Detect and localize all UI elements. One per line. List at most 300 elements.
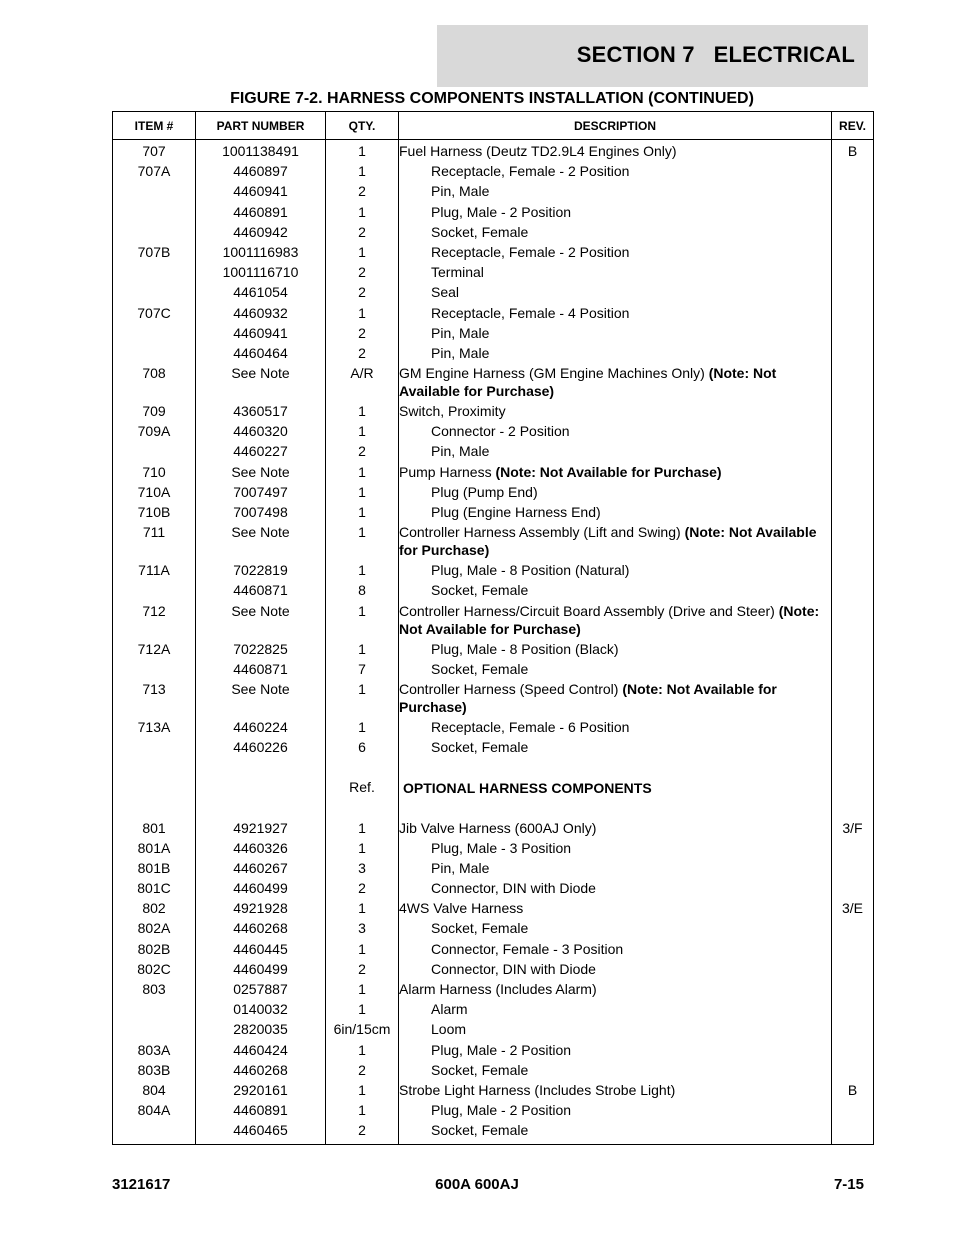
description-text: Plug, Male - 8 Position (Natural) xyxy=(431,562,630,579)
table-row xyxy=(113,581,874,601)
description-note: (Note: Not Available for Purchase) xyxy=(399,680,777,715)
cell-description xyxy=(399,182,832,202)
cell-description xyxy=(399,1041,832,1061)
description-text: Receptacle, Female - 6 Position xyxy=(431,718,630,735)
cell-description xyxy=(399,243,832,263)
table-row xyxy=(113,1020,874,1040)
footer-page-number: 7-15 xyxy=(833,1176,864,1193)
cell-part-number: 4921927 xyxy=(196,819,326,839)
table-row xyxy=(113,182,874,202)
cell-description xyxy=(399,640,832,660)
cell-qty: 2 xyxy=(326,879,399,899)
cell-qty: 8 xyxy=(326,581,399,601)
description-text: Controller Harness/Circuit Board Assembly (Drive and Steer) xyxy=(399,602,779,619)
cell-qty: 6 xyxy=(326,738,399,758)
cell-part-number: See Note xyxy=(196,523,326,561)
cell-description xyxy=(399,980,832,1000)
parts-table xyxy=(112,111,874,1145)
parts-table-body xyxy=(113,140,874,1145)
cell-qty: 7 xyxy=(326,660,399,680)
table-row xyxy=(113,140,874,163)
column-header-item: ITEM # xyxy=(113,112,196,140)
description-text: Terminal xyxy=(431,264,484,281)
cell-rev xyxy=(832,1000,874,1020)
table-row xyxy=(113,263,874,283)
cell-part-number: 4460267 xyxy=(196,859,326,879)
cell-rev xyxy=(832,324,874,344)
cell-qty: 1 xyxy=(326,243,399,263)
cell-description xyxy=(399,463,832,483)
cell-rev xyxy=(832,561,874,581)
description-text: Pin, Male xyxy=(431,344,490,361)
cell-qty: 1 xyxy=(326,304,399,324)
cell-rev xyxy=(832,483,874,503)
cell-part-number: 4921928 xyxy=(196,899,326,919)
table-row xyxy=(113,402,874,422)
table-row xyxy=(113,819,874,839)
cell-qty: 2 xyxy=(326,324,399,344)
cell-item: 711A xyxy=(113,561,196,581)
table-row xyxy=(113,919,874,939)
cell-description xyxy=(399,819,832,839)
cell-qty: 1 xyxy=(326,561,399,581)
cell-description xyxy=(399,778,832,798)
cell-description xyxy=(399,1000,832,1020)
table-row xyxy=(113,859,874,879)
cell-item xyxy=(113,1020,196,1040)
description-text: Pin, Male xyxy=(431,324,490,341)
cell-item: 707B xyxy=(113,243,196,263)
cell-part-number: 4360517 xyxy=(196,402,326,422)
section-heading-row xyxy=(113,778,874,798)
cell-item: 707A xyxy=(113,162,196,182)
footer-model: 600A 600AJ xyxy=(435,1176,519,1193)
cell-rev xyxy=(832,960,874,980)
cell-rev xyxy=(832,523,874,561)
cell-rev xyxy=(832,1020,874,1040)
cell-part-number: 4461054 xyxy=(196,283,326,303)
cell-qty: 2 xyxy=(326,263,399,283)
cell-item: 801A xyxy=(113,839,196,859)
table-row xyxy=(113,1121,874,1144)
cell-rev xyxy=(832,718,874,738)
cell-item: 710A xyxy=(113,483,196,503)
cell-qty: 1 xyxy=(326,819,399,839)
description-text: Plug (Pump End) xyxy=(431,483,538,500)
cell-description xyxy=(399,283,832,303)
cell-rev xyxy=(832,263,874,283)
cell-description xyxy=(399,879,832,899)
cell-qty: 1 xyxy=(326,402,399,422)
description-text: Seal xyxy=(431,284,460,301)
table-row xyxy=(113,1101,874,1121)
cell-description xyxy=(399,899,832,919)
description-text: Controller Harness (Speed Control) xyxy=(399,680,623,697)
cell-rev: 3/F xyxy=(832,819,874,839)
description-text: Connector - 2 Position xyxy=(431,423,570,440)
cell-qty: 6in/15cm xyxy=(326,1020,399,1040)
description-text: Fuel Harness (Deutz TD2.9L4 Engines Only) xyxy=(399,143,677,159)
table-row xyxy=(113,442,874,462)
table-row xyxy=(113,283,874,303)
cell-qty: 1 xyxy=(326,1101,399,1121)
description-text: Pin, Male xyxy=(431,859,490,876)
cell-rev xyxy=(832,660,874,680)
cell-description xyxy=(399,738,832,758)
cell-item: 707 xyxy=(113,140,196,163)
cell-part-number: See Note xyxy=(196,680,326,718)
table-row xyxy=(113,940,874,960)
cell-description xyxy=(399,660,832,680)
cell-rev: B xyxy=(832,140,874,163)
cell-item xyxy=(113,203,196,223)
cell-qty: 1 xyxy=(326,463,399,483)
table-row xyxy=(113,483,874,503)
cell-rev xyxy=(832,738,874,758)
cell-part-number: 2920161 xyxy=(196,1081,326,1101)
description-text: Plug, Male - 2 Position xyxy=(431,203,572,220)
cell-part-number: See Note xyxy=(196,602,326,640)
table-row xyxy=(113,162,874,182)
cell-item: 709A xyxy=(113,422,196,442)
cell-item: 712A xyxy=(113,640,196,660)
cell-rev xyxy=(832,304,874,324)
column-header-qty: QTY. xyxy=(326,112,399,140)
cell-rev xyxy=(832,839,874,859)
cell-rev xyxy=(832,182,874,202)
description-text: GM Engine Harness (GM Engine Machines Only) xyxy=(399,365,709,382)
cell-rev xyxy=(832,442,874,462)
description-text: Alarm xyxy=(431,1001,468,1018)
cell-qty: 1 xyxy=(326,602,399,640)
description-text: Pin, Male xyxy=(431,443,490,460)
description-text: Socket, Female xyxy=(431,1061,529,1078)
table-row xyxy=(113,1061,874,1081)
table-row xyxy=(113,324,874,344)
description-text: OPTIONAL HARNESS COMPONENTS xyxy=(403,780,652,797)
cell-item: 710B xyxy=(113,503,196,523)
cell-qty: 1 xyxy=(326,422,399,442)
cell-qty: 1 xyxy=(326,483,399,503)
cell-qty: 1 xyxy=(326,980,399,1000)
cell-qty: 2 xyxy=(326,283,399,303)
cell-rev xyxy=(832,640,874,660)
cell-item: 708 xyxy=(113,364,196,402)
cell-rev: 3/E xyxy=(832,899,874,919)
cell-description xyxy=(399,324,832,344)
cell-item xyxy=(113,581,196,601)
description-text: Plug, Male - 2 Position xyxy=(431,1041,572,1058)
cell-description xyxy=(399,1101,832,1121)
cell-rev xyxy=(832,1061,874,1081)
cell-part-number: 7022819 xyxy=(196,561,326,581)
cell-description xyxy=(399,483,832,503)
cell-rev xyxy=(832,344,874,364)
table-row xyxy=(113,561,874,581)
cell-item xyxy=(113,738,196,758)
cell-qty: 2 xyxy=(326,1121,399,1144)
table-row xyxy=(113,660,874,680)
cell-qty: 1 xyxy=(326,839,399,859)
cell-part-number: 4460326 xyxy=(196,839,326,859)
cell-item xyxy=(113,344,196,364)
cell-rev xyxy=(832,364,874,402)
cell-qty: 1 xyxy=(326,162,399,182)
cell-rev xyxy=(832,859,874,879)
description-text: Socket, Female xyxy=(431,739,529,756)
description-text: Socket, Female xyxy=(431,1122,529,1139)
cell-description xyxy=(399,304,832,324)
cell-part-number: 1001116983 xyxy=(196,243,326,263)
cell-qty: 2 xyxy=(326,344,399,364)
description-note: (Note: Not Available for Purchase) xyxy=(399,365,777,400)
cell-description xyxy=(399,859,832,879)
cell-part-number: 7007498 xyxy=(196,503,326,523)
cell-qty: 2 xyxy=(326,1061,399,1081)
spacer-row xyxy=(113,799,874,819)
column-header-description: DESCRIPTION xyxy=(399,112,832,140)
cell-part-number: 4460891 xyxy=(196,203,326,223)
cell-item: 711 xyxy=(113,523,196,561)
description-text: Socket, Female xyxy=(431,920,529,937)
description-text: Controller Harness Assembly (Lift and Swing) xyxy=(399,524,685,541)
cell-qty: 1 xyxy=(326,640,399,660)
cell-description xyxy=(399,523,832,561)
description-note: (Note: Not Available for Purchase) xyxy=(495,463,722,480)
cell-item: 801B xyxy=(113,859,196,879)
cell-description xyxy=(399,561,832,581)
table-row xyxy=(113,463,874,483)
cell-part-number: 4460932 xyxy=(196,304,326,324)
cell-part-number: 0140032 xyxy=(196,1000,326,1020)
cell-part-number: 0257887 xyxy=(196,980,326,1000)
cell-item: 802 xyxy=(113,899,196,919)
table-row xyxy=(113,223,874,243)
description-text: Connector, DIN with Diode xyxy=(431,880,596,897)
description-text: Loom xyxy=(431,1021,467,1038)
cell-item xyxy=(113,778,196,798)
cell-item xyxy=(113,182,196,202)
cell-qty: 2 xyxy=(326,223,399,243)
table-row xyxy=(113,738,874,758)
cell-qty: 2 xyxy=(326,182,399,202)
cell-item: 803A xyxy=(113,1041,196,1061)
cell-item: 707C xyxy=(113,304,196,324)
description-text: Switch, Proximity xyxy=(399,403,506,420)
table-row xyxy=(113,1081,874,1101)
cell-part-number: See Note xyxy=(196,364,326,402)
cell-description xyxy=(399,718,832,738)
cell-description xyxy=(399,223,832,243)
cell-rev xyxy=(832,602,874,640)
table-header-row xyxy=(113,112,874,140)
cell-qty: 3 xyxy=(326,919,399,939)
table-row xyxy=(113,879,874,899)
cell-item: 803 xyxy=(113,980,196,1000)
cell-item: 712 xyxy=(113,602,196,640)
description-text: Jib Valve Harness (600AJ Only) xyxy=(399,819,597,836)
table-row xyxy=(113,839,874,859)
table-row xyxy=(113,364,874,402)
cell-rev xyxy=(832,940,874,960)
cell-rev xyxy=(832,919,874,939)
cell-part-number: 4460320 xyxy=(196,422,326,442)
description-text: Plug, Male - 2 Position xyxy=(431,1102,572,1119)
cell-item: 804A xyxy=(113,1101,196,1121)
cell-description xyxy=(399,602,832,640)
cell-part-number: 4460942 xyxy=(196,223,326,243)
table-row xyxy=(113,718,874,738)
table-row xyxy=(113,523,874,561)
cell-rev xyxy=(832,1101,874,1121)
cell-qty: 1 xyxy=(326,203,399,223)
cell-description xyxy=(399,162,832,182)
cell-item xyxy=(113,283,196,303)
cell-part-number: See Note xyxy=(196,463,326,483)
description-text: Plug (Engine Harness End) xyxy=(431,504,601,520)
description-text: Socket, Female xyxy=(431,582,529,599)
cell-description xyxy=(399,1121,832,1144)
cell-qty: 2 xyxy=(326,960,399,980)
cell-description xyxy=(399,140,832,163)
figure-title: FIGURE 7-2. HARNESS COMPONENTS INSTALLATION (CONTINUED) xyxy=(230,90,754,107)
cell-description xyxy=(399,344,832,364)
cell-qty: 1 xyxy=(326,940,399,960)
cell-part-number: 4460891 xyxy=(196,1101,326,1121)
cell-part-number: 4460871 xyxy=(196,581,326,601)
cell-qty: 1 xyxy=(326,503,399,523)
cell-description xyxy=(399,263,832,283)
cell-qty: 3 xyxy=(326,859,399,879)
cell-item: 803B xyxy=(113,1061,196,1081)
cell-qty: 1 xyxy=(326,1041,399,1061)
table-row xyxy=(113,203,874,223)
description-text: Alarm Harness (Includes Alarm) xyxy=(399,981,597,997)
table-row xyxy=(113,680,874,718)
cell-part-number: 4460268 xyxy=(196,1061,326,1081)
cell-qty: 1 xyxy=(326,1081,399,1101)
cell-part-number: 4460227 xyxy=(196,442,326,462)
table-row xyxy=(113,1000,874,1020)
table-row xyxy=(113,304,874,324)
description-text: Connector, DIN with Diode xyxy=(431,960,596,977)
table-row xyxy=(113,422,874,442)
cell-rev xyxy=(832,162,874,182)
cell-description xyxy=(399,1081,832,1101)
cell-rev xyxy=(832,463,874,483)
cell-item xyxy=(113,1000,196,1020)
cell-item: 709 xyxy=(113,402,196,422)
description-text: Pin, Male xyxy=(431,183,490,200)
cell-rev xyxy=(832,680,874,718)
cell-qty: 2 xyxy=(326,442,399,462)
cell-part-number: 4460499 xyxy=(196,879,326,899)
cell-description xyxy=(399,364,832,402)
cell-rev xyxy=(832,203,874,223)
cell-rev xyxy=(832,422,874,442)
cell-item: 804 xyxy=(113,1081,196,1101)
cell-item: 713A xyxy=(113,718,196,738)
description-text: Socket, Female xyxy=(431,223,529,240)
cell-rev xyxy=(832,778,874,798)
cell-item xyxy=(113,660,196,680)
table-row xyxy=(113,960,874,980)
description-text: Receptacle, Female - 2 Position xyxy=(431,243,630,260)
spacer-row xyxy=(113,758,874,778)
cell-part-number: 7022825 xyxy=(196,640,326,660)
cell-item xyxy=(113,442,196,462)
cell-rev xyxy=(832,243,874,263)
table-row xyxy=(113,980,874,1000)
cell-item: 801 xyxy=(113,819,196,839)
table-row xyxy=(113,640,874,660)
cell-description xyxy=(399,203,832,223)
cell-qty: 1 xyxy=(326,523,399,561)
cell-item: 710 xyxy=(113,463,196,483)
cell-item: 713 xyxy=(113,680,196,718)
cell-qty: Ref. xyxy=(326,778,399,798)
cell-description xyxy=(399,919,832,939)
cell-part-number: 2820035 xyxy=(196,1020,326,1040)
cell-description xyxy=(399,1020,832,1040)
cell-qty: A/R xyxy=(326,364,399,402)
cell-rev xyxy=(832,980,874,1000)
cell-description xyxy=(399,402,832,422)
cell-item: 802B xyxy=(113,940,196,960)
cell-rev xyxy=(832,402,874,422)
cell-rev: B xyxy=(832,1081,874,1101)
table-row xyxy=(113,1041,874,1061)
cell-item xyxy=(113,1121,196,1144)
description-text: Plug, Male - 8 Position (Black) xyxy=(431,640,619,657)
cell-rev xyxy=(832,879,874,899)
cell-item xyxy=(113,223,196,243)
cell-part-number: 4460897 xyxy=(196,162,326,182)
section-title: SECTION 7 ELECTRICAL xyxy=(576,42,855,67)
cell-description xyxy=(399,1061,832,1081)
cell-rev xyxy=(832,581,874,601)
cell-part-number: 4460268 xyxy=(196,919,326,939)
cell-part-number: 4460871 xyxy=(196,660,326,680)
section-banner xyxy=(437,25,868,87)
cell-item xyxy=(113,324,196,344)
cell-part-number: 7007497 xyxy=(196,483,326,503)
cell-rev xyxy=(832,283,874,303)
description-text: 4WS Valve Harness xyxy=(399,900,524,917)
cell-qty: 1 xyxy=(326,899,399,919)
cell-item: 802C xyxy=(113,960,196,980)
cell-part-number: 4460941 xyxy=(196,182,326,202)
table-row xyxy=(113,243,874,263)
description-text: Pump Harness xyxy=(399,463,496,480)
cell-part-number: 4460941 xyxy=(196,324,326,344)
footer-doc-number: 3121617 xyxy=(112,1176,171,1193)
description-text: Plug, Male - 3 Position xyxy=(431,839,572,856)
description-text: Strobe Light Harness (Includes Strobe Light) xyxy=(399,1081,676,1098)
cell-part-number: 4460465 xyxy=(196,1121,326,1144)
cell-description xyxy=(399,940,832,960)
cell-description xyxy=(399,960,832,980)
cell-rev xyxy=(832,1041,874,1061)
cell-rev xyxy=(832,1121,874,1144)
cell-qty: 1 xyxy=(326,1000,399,1020)
column-header-part-number: PART NUMBER xyxy=(196,112,326,140)
cell-rev xyxy=(832,223,874,243)
cell-qty: 1 xyxy=(326,140,399,163)
description-text: Receptacle, Female - 2 Position xyxy=(431,163,630,180)
description-text: Receptacle, Female - 4 Position xyxy=(431,304,630,321)
cell-qty: 1 xyxy=(326,680,399,718)
